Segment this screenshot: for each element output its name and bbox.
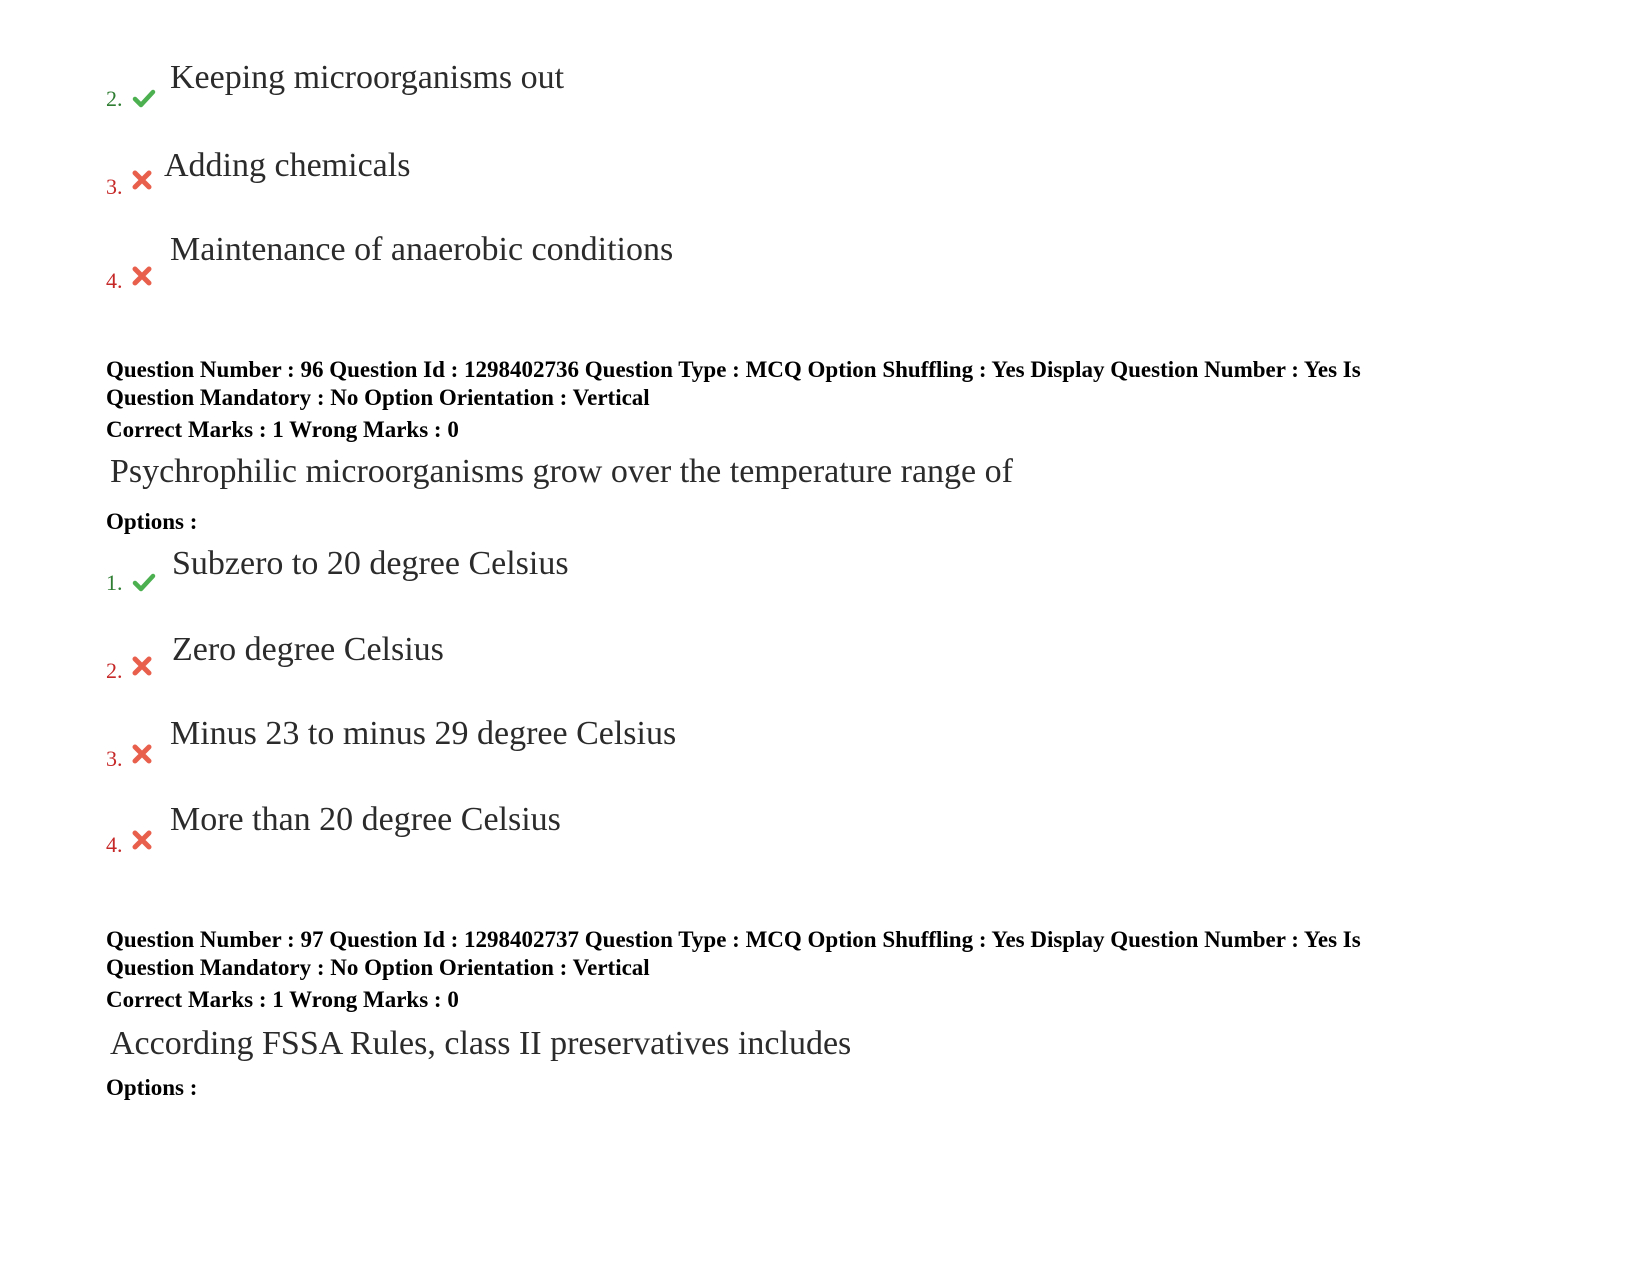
option-number: 3.: [106, 174, 123, 199]
cross-icon: [130, 742, 154, 766]
cross-icon: [130, 654, 154, 678]
option-text: Maintenance of anaerobic conditions: [170, 231, 674, 268]
option-number: 1.: [106, 570, 123, 595]
question-marks: Correct Marks : 1 Wrong Marks : 0: [106, 987, 459, 1012]
option-number: 3.: [106, 746, 123, 771]
option-text: More than 20 degree Celsius: [170, 801, 561, 838]
options-label: Options :: [106, 509, 198, 534]
option-text: Keeping microorganisms out: [170, 59, 565, 96]
question-meta: [106, 356, 1546, 412]
option-number: 2.: [106, 86, 123, 111]
check-icon: [132, 570, 156, 594]
question-marks: Correct Marks : 1 Wrong Marks : 0: [106, 417, 459, 442]
option-number: 4.: [106, 268, 123, 293]
question-meta-line: Question Number : 96 Question Id : 1298402736 Question Type : MCQ Option Shuffling : Yes Display Question Number : Yes Is: [106, 357, 1361, 382]
option-text: Zero degree Celsius: [172, 631, 444, 668]
option-text: Subzero to 20 degree Celsius: [172, 545, 569, 582]
question-meta-line: Question Mandatory : No Option Orientation : Vertical: [106, 385, 650, 410]
question-text: Psychrophilic microorganisms grow over the temperature range of: [110, 453, 1013, 490]
cross-icon: [130, 168, 154, 192]
question-text: According FSSA Rules, class II preservatives includes: [110, 1025, 852, 1062]
cross-icon: [130, 264, 154, 288]
options-label: Options :: [106, 1075, 198, 1100]
option-text: Minus 23 to minus 29 degree Celsius: [170, 715, 677, 752]
check-icon: [132, 86, 156, 110]
question-meta-line: Question Mandatory : No Option Orientation : Vertical: [106, 955, 650, 980]
option-text: Adding chemicals: [164, 147, 411, 184]
cross-icon: [130, 828, 154, 852]
question-meta-line: Question Number : 97 Question Id : 1298402737 Question Type : MCQ Option Shuffling : Yes Display Question Number : Yes Is: [106, 927, 1361, 952]
option-number: 2.: [106, 658, 123, 683]
question-meta: [106, 926, 1546, 982]
option-number: 4.: [106, 832, 123, 857]
